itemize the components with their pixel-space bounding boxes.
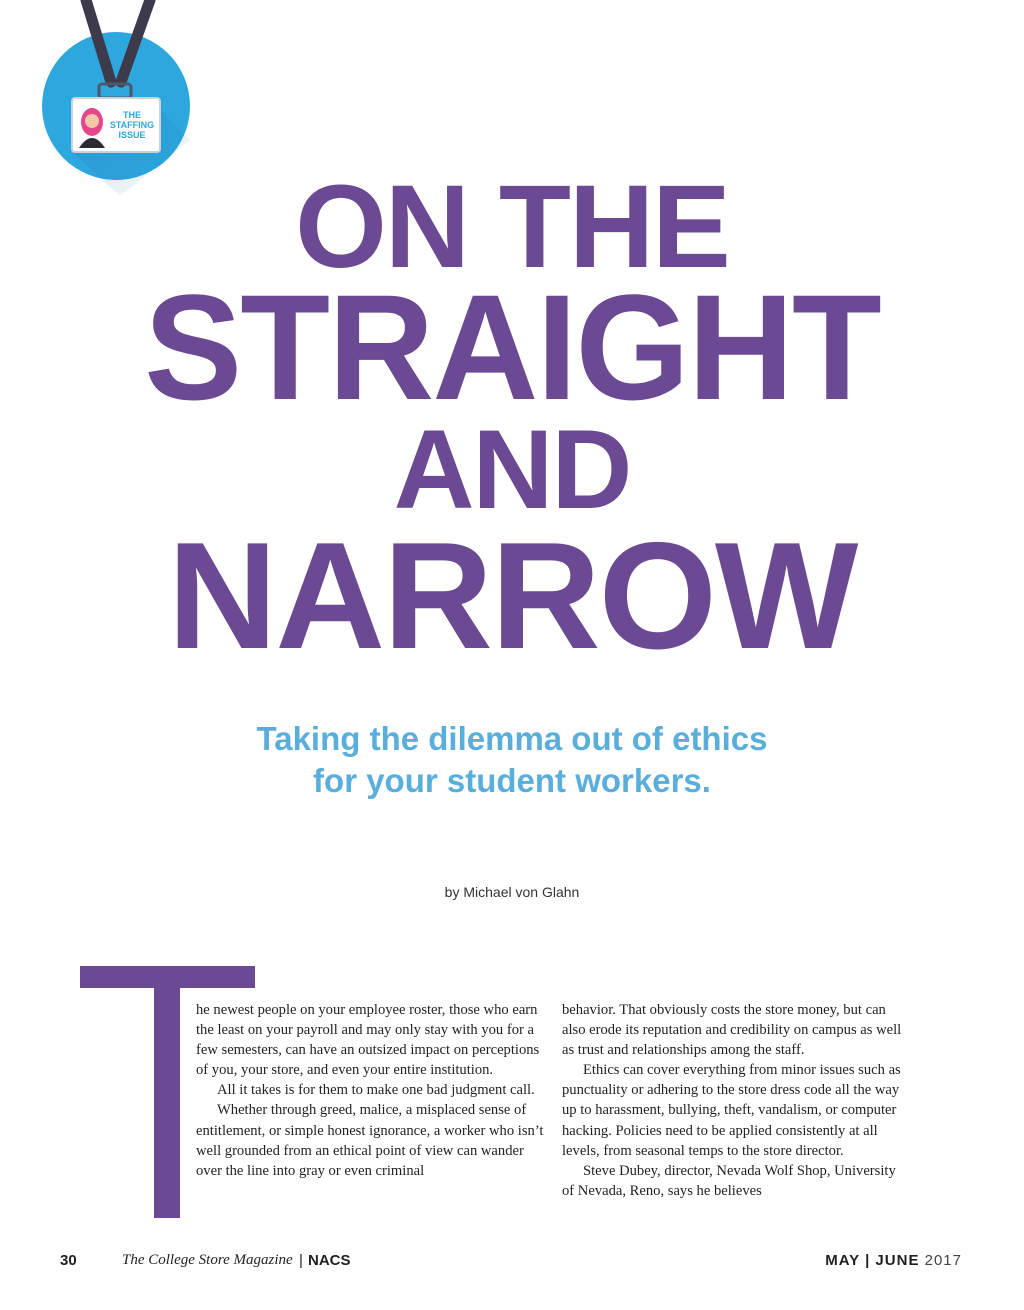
subtitle-line-2: for your student workers. <box>313 762 711 799</box>
paragraph: Whether through greed, malice, a misplaced sense of entitlement, or simple honest ignorance, a worker who isn’t well grounded from an ethical point of view can wander over the line into gray or even criminal <box>196 1102 544 1179</box>
body-column-1 <box>196 1000 544 1181</box>
issue-months: MAY | JUNE <box>825 1252 920 1269</box>
headline-line-1: ON THE <box>295 161 729 293</box>
magazine-org: NACS <box>308 1252 351 1269</box>
badge-line-3: ISSUE <box>118 130 146 140</box>
paragraph: All it takes is for them to make one bad judgment call. <box>217 1082 535 1099</box>
magazine-name: The College Store Magazine <box>122 1252 293 1268</box>
headline-line-4: NARROW <box>167 511 857 681</box>
paragraph: Steve Dubey, director, Nevada Wolf Shop, University of Nevada, Reno, says he believes <box>562 1162 896 1199</box>
issue-date <box>825 1252 962 1269</box>
page-number: 30 <box>60 1252 77 1269</box>
paragraph: Ethics can cover everything from minor issues such as punctuality or adhering to the store dress code all the way up to harassment, bullying, theft, vandalism, or computer hacking. Policies need to be applied consistently at all levels, from seasonal temps to the store director. <box>562 1062 901 1159</box>
headline-line-2: STRAIGHT <box>144 263 880 431</box>
body-column-2 <box>562 1000 910 1201</box>
footer-separator: | <box>299 1252 303 1269</box>
badge-line-2: STAFFING <box>109 120 155 130</box>
byline: by Michael von Glahn <box>444 884 580 900</box>
issue-year: 2017 <box>924 1252 962 1269</box>
subtitle <box>0 718 1024 802</box>
headline-line-3: AND <box>393 407 631 532</box>
badge-line-1: THE <box>123 110 141 120</box>
paragraph: behavior. That obviously costs the store money, but can also erode its reputation and credibility on campus as well as trust and relationships among the staff. <box>562 1002 902 1059</box>
paragraph: he newest people on your employee roster, those who earn the least on your payroll and may only stay with you for a few semesters, can have an outsized impact on perceptions of you, your store, and even your entire institution. <box>196 1002 540 1079</box>
subtitle-line-1: Taking the dilemma out of ethics <box>256 720 768 757</box>
